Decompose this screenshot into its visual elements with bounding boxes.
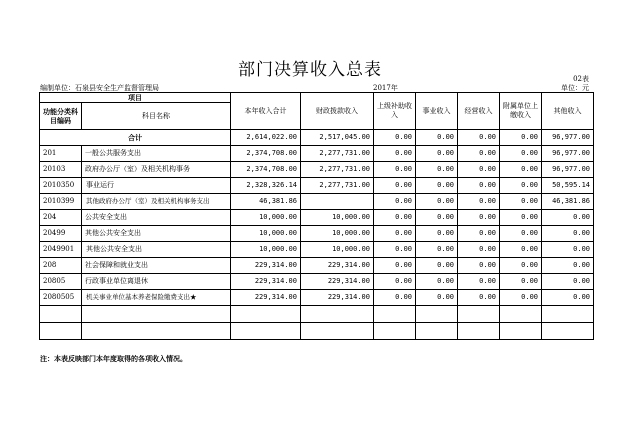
cell-value: 0.00 bbox=[458, 178, 500, 194]
cell-value: 10,000.00 bbox=[301, 210, 374, 226]
empty-row bbox=[40, 306, 594, 323]
cell-value: 0.00 bbox=[500, 194, 542, 210]
cell-value: 0.00 bbox=[458, 258, 500, 274]
subject-name: 一般公共服务支出 bbox=[82, 146, 231, 162]
func-code: 204 bbox=[40, 210, 82, 226]
cell-value: 0.00 bbox=[374, 162, 416, 178]
cell-value: 0.00 bbox=[416, 178, 458, 194]
cell-value: 229,314.00 bbox=[231, 274, 301, 290]
cell-value: 0.00 bbox=[416, 194, 458, 210]
cell-value bbox=[301, 194, 374, 210]
total-value: 2,614,022.00 bbox=[231, 130, 301, 146]
func-code: 2010399 bbox=[40, 194, 82, 210]
cell-value: 2,277,731.00 bbox=[301, 178, 374, 194]
cell-value: 0.00 bbox=[500, 258, 542, 274]
header-other: 其他收入 bbox=[542, 93, 594, 130]
table-row bbox=[40, 290, 594, 306]
total-value: 0.00 bbox=[374, 130, 416, 146]
cell-value: 229,314.00 bbox=[301, 274, 374, 290]
cell-value: 0.00 bbox=[416, 146, 458, 162]
currency-unit: 单位：元 bbox=[561, 84, 589, 92]
header-total: 本年收入合计 bbox=[231, 93, 301, 130]
cell-value: 10,000.00 bbox=[231, 242, 301, 258]
header-superior: 上级补助收入 bbox=[374, 93, 416, 130]
table-row bbox=[40, 242, 594, 258]
compiling-unit: 编制单位：石泉县安全生产监督管理局 bbox=[40, 84, 159, 92]
cell-value: 0.00 bbox=[374, 146, 416, 162]
table-row bbox=[40, 226, 594, 242]
cell-value: 10,000.00 bbox=[231, 210, 301, 226]
cell-value: 0.00 bbox=[542, 274, 594, 290]
cell-value: 46,381.86 bbox=[231, 194, 301, 210]
total-value: 0.00 bbox=[458, 130, 500, 146]
header-business: 事业收入 bbox=[416, 93, 458, 130]
cell-value: 2,277,731.00 bbox=[301, 162, 374, 178]
total-value: 2,517,045.00 bbox=[301, 130, 374, 146]
cell-value: 229,314.00 bbox=[231, 258, 301, 274]
cell-value: 46,381.86 bbox=[542, 194, 594, 210]
report-title: 部门决算收入总表 bbox=[238, 60, 382, 80]
cell-value: 0.00 bbox=[542, 290, 594, 306]
cell-value: 0.00 bbox=[416, 258, 458, 274]
cell-value: 2,374,708.00 bbox=[231, 162, 301, 178]
table-row bbox=[40, 274, 594, 290]
cell-value: 0.00 bbox=[374, 210, 416, 226]
subject-name: 其他政府办公厅（室）及相关机构事务支出 bbox=[82, 194, 231, 210]
func-code: 201 bbox=[40, 146, 82, 162]
cell-value: 229,314.00 bbox=[301, 290, 374, 306]
cell-value: 0.00 bbox=[416, 226, 458, 242]
cell-value: 2,374,708.00 bbox=[231, 146, 301, 162]
cell-value: 0.00 bbox=[500, 290, 542, 306]
table-row bbox=[40, 178, 594, 194]
cell-value: 0.00 bbox=[458, 194, 500, 210]
cell-value: 10,000.00 bbox=[301, 226, 374, 242]
subject-name: 机关事业单位基本养老保险缴费支出★ bbox=[82, 290, 231, 306]
cell-value: 229,314.00 bbox=[231, 290, 301, 306]
cell-value: 0.00 bbox=[458, 146, 500, 162]
cell-value: 0.00 bbox=[374, 290, 416, 306]
cell-value: 0.00 bbox=[542, 226, 594, 242]
table-row bbox=[40, 210, 594, 226]
cell-value: 10,000.00 bbox=[231, 226, 301, 242]
cell-value: 0.00 bbox=[458, 274, 500, 290]
footnote: 注：本表反映部门本年度取得的各项收入情况。 bbox=[40, 354, 187, 363]
cell-value: 0.00 bbox=[500, 226, 542, 242]
total-label: 合计 bbox=[40, 130, 231, 146]
cell-value: 2,277,731.00 bbox=[301, 146, 374, 162]
cell-value: 0.00 bbox=[500, 242, 542, 258]
report-year: 2017年 bbox=[373, 84, 398, 92]
table-row bbox=[40, 162, 594, 178]
func-code: 208 bbox=[40, 258, 82, 274]
cell-value: 96,977.00 bbox=[542, 162, 594, 178]
cell-value: 0.00 bbox=[458, 290, 500, 306]
func-code: 2049901 bbox=[40, 242, 82, 258]
func-code: 2010350 bbox=[40, 178, 82, 194]
cell-value: 0.00 bbox=[416, 290, 458, 306]
cell-value: 50,595.14 bbox=[542, 178, 594, 194]
total-value: 0.00 bbox=[416, 130, 458, 146]
cell-value: 0.00 bbox=[458, 210, 500, 226]
subject-name: 其他公共安全支出 bbox=[82, 226, 231, 242]
header-func-code: 功能分类科目编码 bbox=[40, 103, 82, 130]
cell-value: 229,314.00 bbox=[301, 258, 374, 274]
func-code: 2080505 bbox=[40, 290, 82, 306]
cell-value: 0.00 bbox=[542, 258, 594, 274]
total-row bbox=[40, 130, 594, 146]
header-project: 项目 bbox=[40, 93, 231, 103]
cell-value: 0.00 bbox=[458, 162, 500, 178]
cell-value: 0.00 bbox=[542, 242, 594, 258]
cell-value: 0.00 bbox=[374, 178, 416, 194]
cell-value: 0.00 bbox=[416, 274, 458, 290]
cell-value: 96,977.00 bbox=[542, 146, 594, 162]
cell-value: 2,328,326.14 bbox=[231, 178, 301, 194]
cell-value: 0.00 bbox=[500, 146, 542, 162]
cell-value: 0.00 bbox=[374, 226, 416, 242]
subject-name: 公共安全支出 bbox=[82, 210, 231, 226]
table-row bbox=[40, 194, 594, 210]
header-affiliated: 附属单位上缴收入 bbox=[500, 93, 542, 130]
cell-value: 0.00 bbox=[500, 274, 542, 290]
func-code: 20103 bbox=[40, 162, 82, 178]
cell-value: 0.00 bbox=[500, 162, 542, 178]
cell-value: 0.00 bbox=[374, 194, 416, 210]
header-operating: 经营收入 bbox=[458, 93, 500, 130]
total-value: 0.00 bbox=[500, 130, 542, 146]
header-subject-name: 科目名称 bbox=[82, 103, 231, 130]
header-fiscal: 财政拨款收入 bbox=[301, 93, 374, 130]
empty-row bbox=[40, 323, 594, 340]
cell-value: 0.00 bbox=[500, 210, 542, 226]
cell-value: 0.00 bbox=[374, 274, 416, 290]
subject-name: 其他公共安全支出 bbox=[82, 242, 231, 258]
total-value: 96,977.00 bbox=[542, 130, 594, 146]
cell-value: 0.00 bbox=[458, 242, 500, 258]
cell-value: 10,000.00 bbox=[301, 242, 374, 258]
cell-value: 0.00 bbox=[500, 178, 542, 194]
func-code: 20805 bbox=[40, 274, 82, 290]
cell-value: 0.00 bbox=[416, 242, 458, 258]
subject-name: 社会保障和就业支出 bbox=[82, 258, 231, 274]
cell-value: 0.00 bbox=[542, 210, 594, 226]
func-code: 20499 bbox=[40, 226, 82, 242]
form-number: 02表 bbox=[573, 75, 589, 83]
cell-value: 0.00 bbox=[374, 242, 416, 258]
cell-value: 0.00 bbox=[374, 258, 416, 274]
table-row bbox=[40, 258, 594, 274]
cell-value: 0.00 bbox=[458, 226, 500, 242]
subject-name: 政府办公厅（室）及相关机构事务 bbox=[82, 162, 231, 178]
table-row bbox=[40, 146, 594, 162]
cell-value: 0.00 bbox=[416, 210, 458, 226]
subject-name: 事业运行 bbox=[82, 178, 231, 194]
income-summary-table bbox=[39, 92, 594, 340]
subject-name: 行政事业单位离退休 bbox=[82, 274, 231, 290]
cell-value: 0.00 bbox=[416, 162, 458, 178]
